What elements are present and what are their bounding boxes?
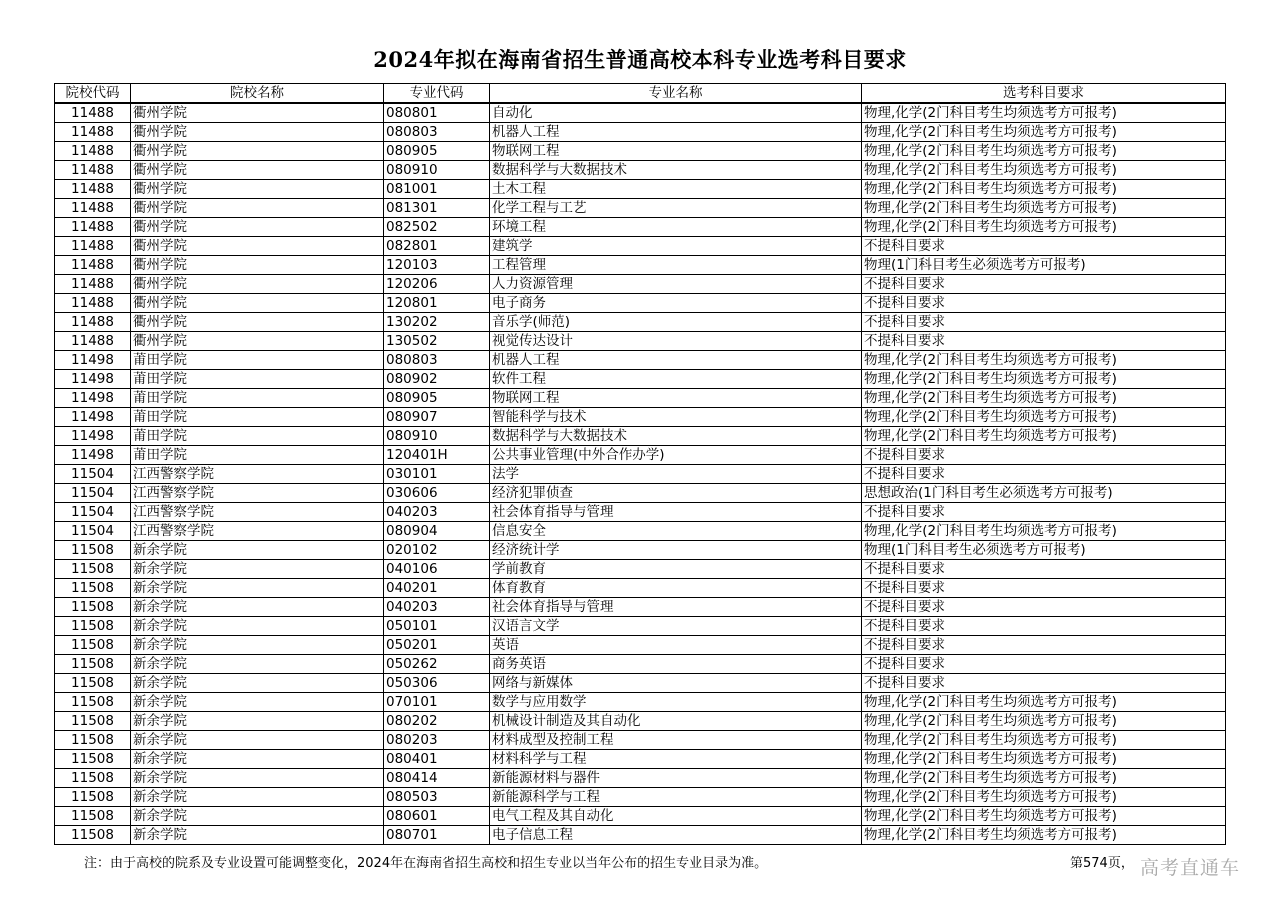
cell-major-name: 材料科学与工程 [490, 750, 862, 769]
table-row [55, 617, 1226, 636]
cell-subject-requirement: 物理,化学(2门科目考生均须选考方可报考) [862, 807, 1226, 826]
cell-major-code: 040201 [384, 579, 490, 598]
table-row [55, 579, 1226, 598]
cell-school-name: 新余学院 [131, 750, 384, 769]
cell-major-code: 050306 [384, 674, 490, 693]
cell-school-name: 新余学院 [131, 693, 384, 712]
cell-school-code: 11498 [55, 427, 131, 446]
cell-school-name: 莆田学院 [131, 389, 384, 408]
cell-school-name: 新余学院 [131, 712, 384, 731]
cell-school-code: 11508 [55, 579, 131, 598]
cell-major-code: 080414 [384, 769, 490, 788]
cell-subject-requirement: 不提科目要求 [862, 579, 1226, 598]
table-row [55, 313, 1226, 332]
cell-subject-requirement: 物理,化学(2门科目考生均须选考方可报考) [862, 142, 1226, 161]
cell-school-code: 11504 [55, 465, 131, 484]
cell-school-name: 新余学院 [131, 807, 384, 826]
table-row [55, 332, 1226, 351]
cell-major-code: 050262 [384, 655, 490, 674]
cell-major-code: 050201 [384, 636, 490, 655]
cell-subject-requirement: 不提科目要求 [862, 313, 1226, 332]
table-row [55, 769, 1226, 788]
header-school-name: 院校名称 [131, 84, 384, 104]
table-row [55, 351, 1226, 370]
cell-subject-requirement: 不提科目要求 [862, 655, 1226, 674]
cell-major-code: 082502 [384, 218, 490, 237]
table-row [55, 103, 1226, 123]
cell-subject-requirement: 思想政治(1门科目考生必须选考方可报考) [862, 484, 1226, 503]
cell-major-name: 社会体育指导与管理 [490, 598, 862, 617]
cell-school-code: 11508 [55, 560, 131, 579]
cell-subject-requirement: 物理,化学(2门科目考生均须选考方可报考) [862, 218, 1226, 237]
cell-major-code: 080203 [384, 731, 490, 750]
cell-school-name: 衢州学院 [131, 256, 384, 275]
cell-major-name: 网络与新媒体 [490, 674, 862, 693]
table-row [55, 465, 1226, 484]
cell-major-code: 080803 [384, 351, 490, 370]
cell-school-code: 11508 [55, 693, 131, 712]
table-row [55, 199, 1226, 218]
cell-subject-requirement: 物理,化学(2门科目考生均须选考方可报考) [862, 389, 1226, 408]
cell-school-code: 11488 [55, 180, 131, 199]
cell-subject-requirement: 物理,化学(2门科目考生均须选考方可报考) [862, 161, 1226, 180]
cell-major-code: 130202 [384, 313, 490, 332]
header-subject-requirement: 选考科目要求 [862, 84, 1226, 104]
cell-school-code: 11488 [55, 294, 131, 313]
cell-major-name: 环境工程 [490, 218, 862, 237]
cell-subject-requirement: 不提科目要求 [862, 275, 1226, 294]
cell-major-name: 体育教育 [490, 579, 862, 598]
cell-school-code: 11488 [55, 237, 131, 256]
table-row [55, 807, 1226, 826]
table-row [55, 427, 1226, 446]
table-row [55, 598, 1226, 617]
cell-school-name: 莆田学院 [131, 427, 384, 446]
cell-major-code: 081001 [384, 180, 490, 199]
cell-school-code: 11498 [55, 351, 131, 370]
cell-school-code: 11488 [55, 218, 131, 237]
cell-school-name: 新余学院 [131, 655, 384, 674]
cell-major-name: 电子信息工程 [490, 826, 862, 845]
cell-school-name: 衢州学院 [131, 313, 384, 332]
cell-school-code: 11508 [55, 731, 131, 750]
cell-major-name: 英语 [490, 636, 862, 655]
table-row [55, 446, 1226, 465]
cell-major-name: 商务英语 [490, 655, 862, 674]
cell-school-name: 江西警察学院 [131, 484, 384, 503]
cell-school-name: 莆田学院 [131, 351, 384, 370]
cell-major-name: 信息安全 [490, 522, 862, 541]
table-row [55, 123, 1226, 142]
table-row [55, 389, 1226, 408]
cell-major-name: 公共事业管理(中外合作办学) [490, 446, 862, 465]
table-row [55, 655, 1226, 674]
cell-school-name: 新余学院 [131, 598, 384, 617]
cell-major-code: 080905 [384, 142, 490, 161]
cell-school-code: 11488 [55, 332, 131, 351]
cell-major-name: 电子商务 [490, 294, 862, 313]
cell-school-name: 莆田学院 [131, 408, 384, 427]
cell-major-code: 080801 [384, 103, 490, 123]
table-row [55, 180, 1226, 199]
cell-major-name: 建筑学 [490, 237, 862, 256]
header-major-name: 专业名称 [490, 84, 862, 104]
table-row [55, 142, 1226, 161]
cell-major-code: 080907 [384, 408, 490, 427]
cell-school-code: 11498 [55, 446, 131, 465]
cell-major-code: 080601 [384, 807, 490, 826]
cell-major-code: 130502 [384, 332, 490, 351]
cell-major-name: 学前教育 [490, 560, 862, 579]
cell-major-code: 040106 [384, 560, 490, 579]
cell-major-code: 040203 [384, 503, 490, 522]
cell-school-code: 11508 [55, 617, 131, 636]
cell-major-name: 社会体育指导与管理 [490, 503, 862, 522]
cell-major-name: 数据科学与大数据技术 [490, 161, 862, 180]
cell-major-code: 080401 [384, 750, 490, 769]
cell-school-name: 江西警察学院 [131, 465, 384, 484]
table-row [55, 408, 1226, 427]
cell-subject-requirement: 不提科目要求 [862, 617, 1226, 636]
cell-subject-requirement: 物理,化学(2门科目考生均须选考方可报考) [862, 522, 1226, 541]
cell-major-code: 120206 [384, 275, 490, 294]
cell-school-name: 衢州学院 [131, 103, 384, 123]
cell-subject-requirement: 物理,化学(2门科目考生均须选考方可报考) [862, 123, 1226, 142]
cell-school-name: 莆田学院 [131, 446, 384, 465]
footer-note: 注：由于高校的院系及专业设置可能调整变化，2024年在海南省招生高校和招生专业以当年公布的招生专业目录为准。 [84, 856, 768, 871]
cell-subject-requirement: 物理(1门科目考生必须选考方可报考) [862, 256, 1226, 275]
table-row [55, 712, 1226, 731]
cell-major-name: 物联网工程 [490, 142, 862, 161]
cell-major-code: 080701 [384, 826, 490, 845]
cell-school-code: 11504 [55, 522, 131, 541]
cell-major-name: 物联网工程 [490, 389, 862, 408]
cell-major-code: 080503 [384, 788, 490, 807]
table-row [55, 370, 1226, 389]
cell-major-name: 视觉传达设计 [490, 332, 862, 351]
cell-subject-requirement: 物理,化学(2门科目考生均须选考方可报考) [862, 427, 1226, 446]
cell-school-name: 新余学院 [131, 636, 384, 655]
cell-school-code: 11488 [55, 142, 131, 161]
cell-school-code: 11508 [55, 807, 131, 826]
cell-subject-requirement: 物理,化学(2门科目考生均须选考方可报考) [862, 351, 1226, 370]
cell-major-code: 120801 [384, 294, 490, 313]
table-row [55, 237, 1226, 256]
table-row [55, 503, 1226, 522]
cell-school-code: 11508 [55, 598, 131, 617]
cell-school-code: 11504 [55, 484, 131, 503]
table-row [55, 731, 1226, 750]
cell-major-code: 080904 [384, 522, 490, 541]
cell-major-name: 汉语言文学 [490, 617, 862, 636]
table-row [55, 750, 1226, 769]
cell-major-code: 082801 [384, 237, 490, 256]
cell-school-code: 11498 [55, 370, 131, 389]
cell-subject-requirement: 物理,化学(2门科目考生均须选考方可报考) [862, 408, 1226, 427]
cell-school-name: 衢州学院 [131, 180, 384, 199]
cell-major-name: 材料成型及控制工程 [490, 731, 862, 750]
cell-subject-requirement: 物理,化学(2门科目考生均须选考方可报考) [862, 731, 1226, 750]
cell-major-code: 030101 [384, 465, 490, 484]
cell-school-code: 11488 [55, 161, 131, 180]
cell-subject-requirement: 物理,化学(2门科目考生均须选考方可报考) [862, 199, 1226, 218]
cell-school-name: 新余学院 [131, 769, 384, 788]
cell-major-code: 070101 [384, 693, 490, 712]
cell-major-name: 土木工程 [490, 180, 862, 199]
cell-subject-requirement: 物理,化学(2门科目考生均须选考方可报考) [862, 180, 1226, 199]
cell-subject-requirement: 物理,化学(2门科目考生均须选考方可报考) [862, 750, 1226, 769]
cell-major-code: 050101 [384, 617, 490, 636]
cell-major-name: 数学与应用数学 [490, 693, 862, 712]
table-row [55, 674, 1226, 693]
cell-school-code: 11508 [55, 674, 131, 693]
cell-subject-requirement: 不提科目要求 [862, 294, 1226, 313]
table-row [55, 161, 1226, 180]
cell-major-name: 经济犯罪侦查 [490, 484, 862, 503]
table-row [55, 560, 1226, 579]
cell-subject-requirement: 不提科目要求 [862, 503, 1226, 522]
cell-subject-requirement: 不提科目要求 [862, 446, 1226, 465]
cell-major-name: 数据科学与大数据技术 [490, 427, 862, 446]
cell-school-code: 11508 [55, 826, 131, 845]
cell-major-code: 080910 [384, 427, 490, 446]
cell-school-code: 11508 [55, 655, 131, 674]
cell-school-name: 新余学院 [131, 826, 384, 845]
cell-subject-requirement: 不提科目要求 [862, 598, 1226, 617]
cell-subject-requirement: 物理,化学(2门科目考生均须选考方可报考) [862, 712, 1226, 731]
cell-major-name: 电气工程及其自动化 [490, 807, 862, 826]
cell-major-name: 新能源科学与工程 [490, 788, 862, 807]
cell-major-name: 机器人工程 [490, 123, 862, 142]
cell-school-name: 新余学院 [131, 788, 384, 807]
cell-major-code: 120401H [384, 446, 490, 465]
cell-school-code: 11488 [55, 275, 131, 294]
table-header-row [55, 84, 1226, 104]
cell-major-code: 030606 [384, 484, 490, 503]
table-row [55, 522, 1226, 541]
header-major-code: 专业代码 [384, 84, 490, 104]
table-row [55, 256, 1226, 275]
cell-school-code: 11488 [55, 103, 131, 123]
cell-school-code: 11498 [55, 389, 131, 408]
table-row [55, 826, 1226, 845]
cell-school-code: 11488 [55, 123, 131, 142]
table-row [55, 218, 1226, 237]
cell-school-name: 江西警察学院 [131, 522, 384, 541]
cell-subject-requirement: 物理,化学(2门科目考生均须选考方可报考) [862, 370, 1226, 389]
header-school-code: 院校代码 [55, 84, 131, 104]
table-row [55, 541, 1226, 560]
cell-major-name: 经济统计学 [490, 541, 862, 560]
cell-school-code: 11508 [55, 769, 131, 788]
table-row [55, 636, 1226, 655]
cell-school-code: 11504 [55, 503, 131, 522]
cell-subject-requirement: 物理,化学(2门科目考生均须选考方可报考) [862, 769, 1226, 788]
table-row [55, 788, 1226, 807]
cell-major-name: 软件工程 [490, 370, 862, 389]
cell-subject-requirement: 物理(1门科目考生必须选考方可报考) [862, 541, 1226, 560]
cell-school-name: 江西警察学院 [131, 503, 384, 522]
table-row [55, 484, 1226, 503]
cell-major-code: 080803 [384, 123, 490, 142]
cell-school-code: 11498 [55, 408, 131, 427]
cell-school-name: 衢州学院 [131, 332, 384, 351]
cell-major-code: 080902 [384, 370, 490, 389]
cell-school-name: 新余学院 [131, 731, 384, 750]
cell-school-code: 11508 [55, 750, 131, 769]
cell-subject-requirement: 物理,化学(2门科目考生均须选考方可报考) [862, 103, 1226, 123]
cell-major-name: 智能科学与技术 [490, 408, 862, 427]
cell-school-code: 11508 [55, 541, 131, 560]
cell-subject-requirement: 不提科目要求 [862, 560, 1226, 579]
table-row [55, 294, 1226, 313]
cell-school-name: 新余学院 [131, 541, 384, 560]
cell-school-name: 新余学院 [131, 674, 384, 693]
page-title: 2024年拟在海南省招生普通高校本科专业选考科目要求 [373, 47, 907, 72]
cell-major-name: 法学 [490, 465, 862, 484]
requirements-table [54, 83, 1226, 845]
cell-major-name: 人力资源管理 [490, 275, 862, 294]
cell-major-code: 081301 [384, 199, 490, 218]
cell-school-name: 衢州学院 [131, 199, 384, 218]
cell-major-name: 工程管理 [490, 256, 862, 275]
cell-school-code: 11488 [55, 313, 131, 332]
cell-major-name: 音乐学(师范) [490, 313, 862, 332]
cell-major-code: 080905 [384, 389, 490, 408]
cell-school-name: 衢州学院 [131, 237, 384, 256]
cell-subject-requirement: 不提科目要求 [862, 674, 1226, 693]
cell-major-name: 机器人工程 [490, 351, 862, 370]
cell-school-code: 11508 [55, 636, 131, 655]
cell-major-name: 机械设计制造及其自动化 [490, 712, 862, 731]
cell-school-name: 衢州学院 [131, 275, 384, 294]
cell-school-code: 11508 [55, 788, 131, 807]
cell-school-name: 衢州学院 [131, 161, 384, 180]
cell-major-code: 020102 [384, 541, 490, 560]
cell-school-code: 11488 [55, 199, 131, 218]
table-row [55, 693, 1226, 712]
cell-subject-requirement: 不提科目要求 [862, 465, 1226, 484]
cell-school-name: 衢州学院 [131, 123, 384, 142]
cell-major-name: 新能源材料与器件 [490, 769, 862, 788]
cell-major-name: 自动化 [490, 103, 862, 123]
cell-subject-requirement: 物理,化学(2门科目考生均须选考方可报考) [862, 826, 1226, 845]
cell-major-name: 化学工程与工艺 [490, 199, 862, 218]
cell-school-name: 新余学院 [131, 617, 384, 636]
table-row [55, 275, 1226, 294]
watermark-logo: 高考直通车 [1140, 857, 1241, 879]
cell-school-name: 衢州学院 [131, 218, 384, 237]
table-body [55, 103, 1226, 845]
cell-school-name: 新余学院 [131, 579, 384, 598]
cell-major-code: 080202 [384, 712, 490, 731]
cell-school-name: 衢州学院 [131, 142, 384, 161]
cell-subject-requirement: 物理,化学(2门科目考生均须选考方可报考) [862, 693, 1226, 712]
cell-major-code: 040203 [384, 598, 490, 617]
page-number: 第574页， [1070, 856, 1134, 871]
cell-major-code: 120103 [384, 256, 490, 275]
cell-subject-requirement: 物理,化学(2门科目考生均须选考方可报考) [862, 788, 1226, 807]
cell-school-name: 莆田学院 [131, 370, 384, 389]
cell-school-name: 新余学院 [131, 560, 384, 579]
cell-school-code: 11488 [55, 256, 131, 275]
cell-school-name: 衢州学院 [131, 294, 384, 313]
cell-major-code: 080910 [384, 161, 490, 180]
cell-school-code: 11508 [55, 712, 131, 731]
cell-subject-requirement: 不提科目要求 [862, 237, 1226, 256]
cell-subject-requirement: 不提科目要求 [862, 332, 1226, 351]
cell-subject-requirement: 不提科目要求 [862, 636, 1226, 655]
